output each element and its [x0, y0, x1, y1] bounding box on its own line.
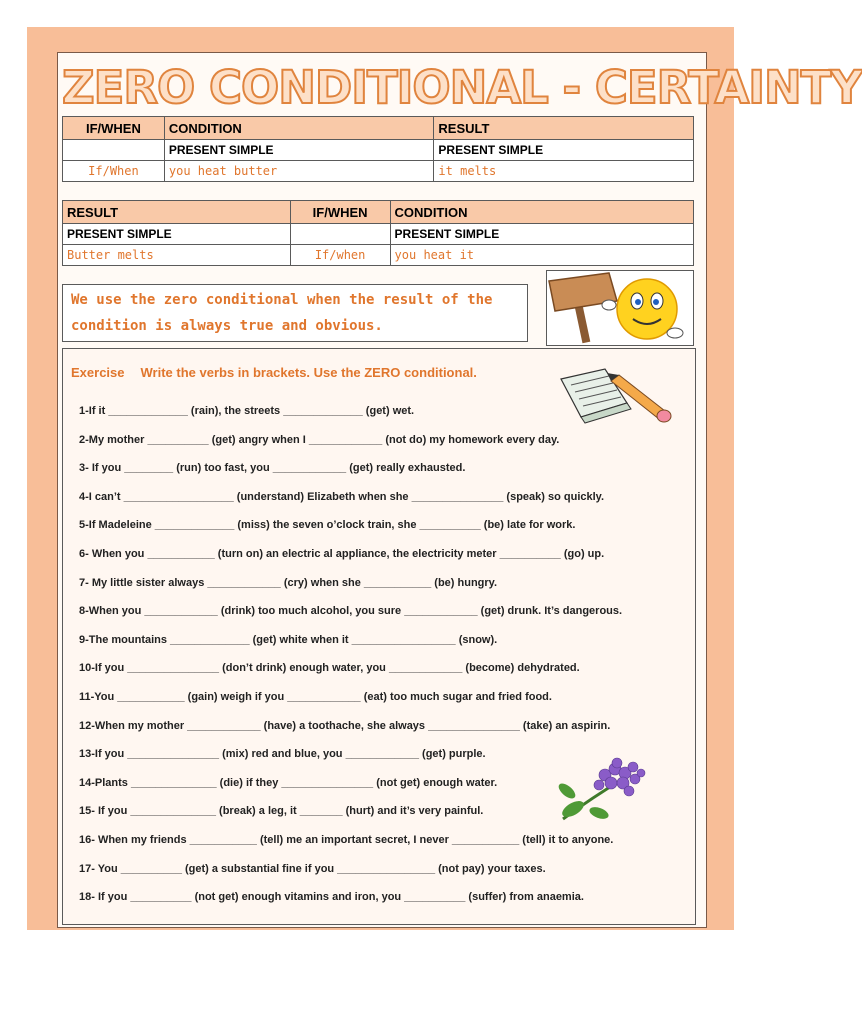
rule-box	[62, 284, 528, 342]
exercise-item: 1-If it _____________ (rain), the streets _____________ (get) wet.	[79, 405, 415, 417]
exercise-item: 9-The mountains _____________ (get) white when it _________________ (snow).	[79, 633, 498, 646]
header-cell: IF/WHEN	[290, 201, 390, 224]
exercise-item: 8-When you ____________ (drink) too much alcohol, you sure ____________ (get) drunk. It’s dangerous.	[79, 605, 623, 618]
example-cell: you heat butter	[164, 161, 434, 182]
example-cell: If/when	[290, 245, 390, 266]
exercise-item: 14-Plants ______________ (die) if they _______________ (not get) enough water.	[79, 776, 498, 789]
table-tense-row	[63, 140, 694, 161]
smiley-sign-icon	[547, 271, 693, 345]
example-cell: you heat it	[390, 245, 693, 266]
example-cell: it melts	[434, 161, 694, 182]
exercise-item: 4-I can’t __________________ (understand) Elizabeth when she _______________ (speak) so quickly.	[79, 490, 605, 503]
structure-table-result-first	[62, 200, 694, 266]
table-example-row	[63, 245, 694, 266]
tense-cell	[290, 224, 390, 245]
exercise-item: 13-If you _______________ (mix) red and blue, you ____________ (get) purple.	[79, 748, 486, 761]
example-cell: Butter melts	[63, 245, 291, 266]
exercise-item: 15- If you ______________ (break) a leg, it _______ (hurt) and it’s very painful.	[79, 805, 484, 818]
rule-line: condition is always true and obvious.	[71, 318, 383, 334]
lilac-flower-icon	[553, 757, 649, 827]
exercise-item: 3- If you ________ (run) too fast, you ____________ (get) really exhausted.	[79, 462, 466, 475]
exercise-heading	[71, 365, 493, 380]
tense-cell	[63, 140, 165, 161]
exercise-item: 5-If Madeleine _____________ (miss) the seven o’clock train, she __________ (be) late for work.	[79, 519, 576, 532]
exercise-item: 2-My mother __________ (get) angry when I ____________ (not do) my homework every day.	[79, 433, 560, 446]
header-cell: IF/WHEN	[63, 117, 165, 140]
table-header-row	[63, 117, 694, 140]
exercise-item: 11-You ___________ (gain) weigh if you ____________ (eat) too much sugar and fried food.	[79, 690, 552, 703]
smiley-picture-box	[546, 270, 694, 346]
exercise-instruction: Write the verbs in brackets. Use the ZERO conditional.	[140, 365, 477, 380]
header-cell: CONDITION	[164, 117, 434, 140]
exercise-item: 7- My little sister always ____________ (cry) when she ___________ (be) hungry.	[79, 576, 498, 589]
exercise-item: 10-If you _______________ (don’t drink) enough water, you ____________ (become) dehydrated.	[79, 662, 580, 675]
tense-cell: PRESENT SIMPLE	[434, 140, 694, 161]
table-header-row	[63, 201, 694, 224]
table-example-row	[63, 161, 694, 182]
tense-cell: PRESENT SIMPLE	[164, 140, 434, 161]
exercise-box	[62, 348, 696, 925]
tense-cell: PRESENT SIMPLE	[390, 224, 693, 245]
structure-table-if-first	[62, 116, 694, 182]
table-tense-row	[63, 224, 694, 245]
exercise-item: 12-When my mother ____________ (have) a toothache, she always _______________ (take) an aspirin.	[79, 719, 611, 732]
exercise-item: 6- When you ___________ (turn on) an electric al appliance, the electricity meter __________ (go) up.	[79, 547, 605, 560]
header-cell: RESULT	[63, 201, 291, 224]
exercise-item: 17- You __________ (get) a substantial fine if you ________________ (not pay) your taxes.	[79, 862, 546, 875]
worksheet-title: ZERO CONDITIONAL - CERTAINTY	[62, 61, 862, 114]
example-cell: If/When	[63, 161, 165, 182]
exercise-label: Exercise	[71, 365, 125, 380]
exercise-item: 16- When my friends ___________ (tell) me an important secret, I never ___________ (tell) it to anyone.	[79, 833, 614, 846]
header-cell: CONDITION	[390, 201, 693, 224]
tense-cell: PRESENT SIMPLE	[63, 224, 291, 245]
header-cell: RESULT	[434, 117, 694, 140]
exercise-list	[79, 403, 669, 918]
rule-line: We use the zero conditional when the result of the	[71, 292, 493, 308]
exercise-item: 18- If you __________ (not get) enough vitamins and iron, you __________ (suffer) from anaemia.	[79, 891, 584, 904]
